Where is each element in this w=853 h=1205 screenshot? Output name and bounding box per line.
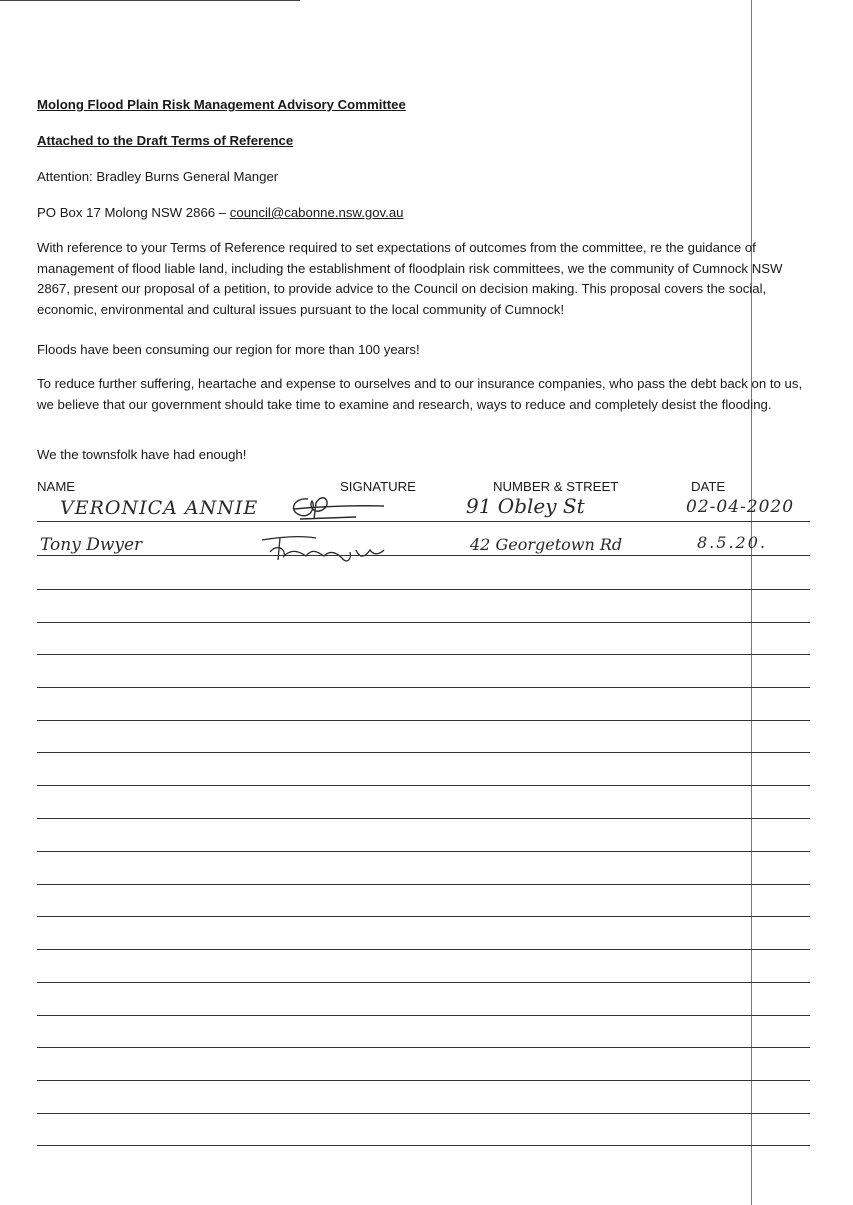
column-header-date: DATE bbox=[691, 479, 726, 494]
petition-row-line bbox=[37, 654, 810, 655]
petition-row-line bbox=[37, 884, 810, 885]
top-rule bbox=[0, 0, 300, 1]
column-header-signature: SIGNATURE bbox=[340, 479, 416, 494]
petition-row-line bbox=[37, 982, 810, 983]
row-2-street: 42 Georgetown Rd bbox=[470, 535, 623, 554]
petition-row-line bbox=[37, 949, 810, 950]
paragraph-reduce: To reduce further suffering, heartache and expense to ourselves and to our insurance companies, who pass the debt back on to us, we believe that our government should take time to examine and research, ways to reduce and completely desist the flooding. bbox=[37, 376, 803, 412]
petition-row-line bbox=[37, 785, 810, 786]
row-1-name: VERONICA ANNIE bbox=[60, 497, 259, 519]
row-1-street: 91 Obley St bbox=[466, 494, 585, 518]
document-heading: Molong Flood Plain Risk Management Advisory Committee bbox=[37, 97, 406, 112]
petition-row-line bbox=[37, 1080, 810, 1081]
petition-row-line bbox=[37, 622, 810, 623]
petition-row-line bbox=[37, 687, 810, 688]
email-link[interactable]: council@cabonne.nsw.gov.au bbox=[229, 205, 404, 220]
paragraph-floods: Floods have been consuming our region for more than 100 years! bbox=[37, 342, 420, 357]
petition-row-line bbox=[37, 555, 810, 556]
row-2-date: 8.5.20. bbox=[697, 533, 767, 552]
paragraph-townsfolk: We the townsfolk have had enough! bbox=[37, 447, 247, 462]
column-header-street: NUMBER & STREET bbox=[493, 479, 619, 494]
petition-row-line bbox=[37, 752, 810, 753]
row-1-signature bbox=[286, 489, 391, 525]
petition-row-line bbox=[37, 521, 810, 522]
petition-row-line bbox=[37, 1047, 810, 1048]
petition-row-line bbox=[37, 1145, 810, 1146]
address-line bbox=[37, 203, 812, 224]
petition-row-line bbox=[37, 916, 810, 917]
column-header-name: NAME bbox=[37, 479, 76, 494]
document-subheading: Attached to the Draft Terms of Reference bbox=[37, 133, 294, 148]
paragraph-reference: With reference to your Terms of Reference required to set expectations of outcomes from the committee, re the guidance of management of flood liable land, including the establishment of floodplain risk committees, we the community of Cumnock NSW 2867, present our proposal of a petition, to provide advice to the Council on decision making. This proposal covers the social, economic, environmental and cultural issues pursuant to the local community of Cumnock! bbox=[37, 240, 783, 317]
row-2-signature bbox=[256, 526, 396, 566]
petition-row-line bbox=[37, 720, 810, 721]
address-prefix: PO Box 17 Molong NSW 2866 – bbox=[37, 205, 230, 220]
petition-row-line bbox=[37, 1113, 810, 1114]
petition-row-line bbox=[37, 851, 810, 852]
row-2-name: Tony Dwyer bbox=[40, 535, 143, 555]
attention-line: Attention: Bradley Burns General Manger bbox=[37, 169, 279, 184]
row-1-date: 02-04-2020 bbox=[686, 497, 795, 517]
petition-row-line bbox=[37, 1015, 810, 1016]
petition-row-line bbox=[37, 818, 810, 819]
petition-row-line bbox=[37, 589, 810, 590]
